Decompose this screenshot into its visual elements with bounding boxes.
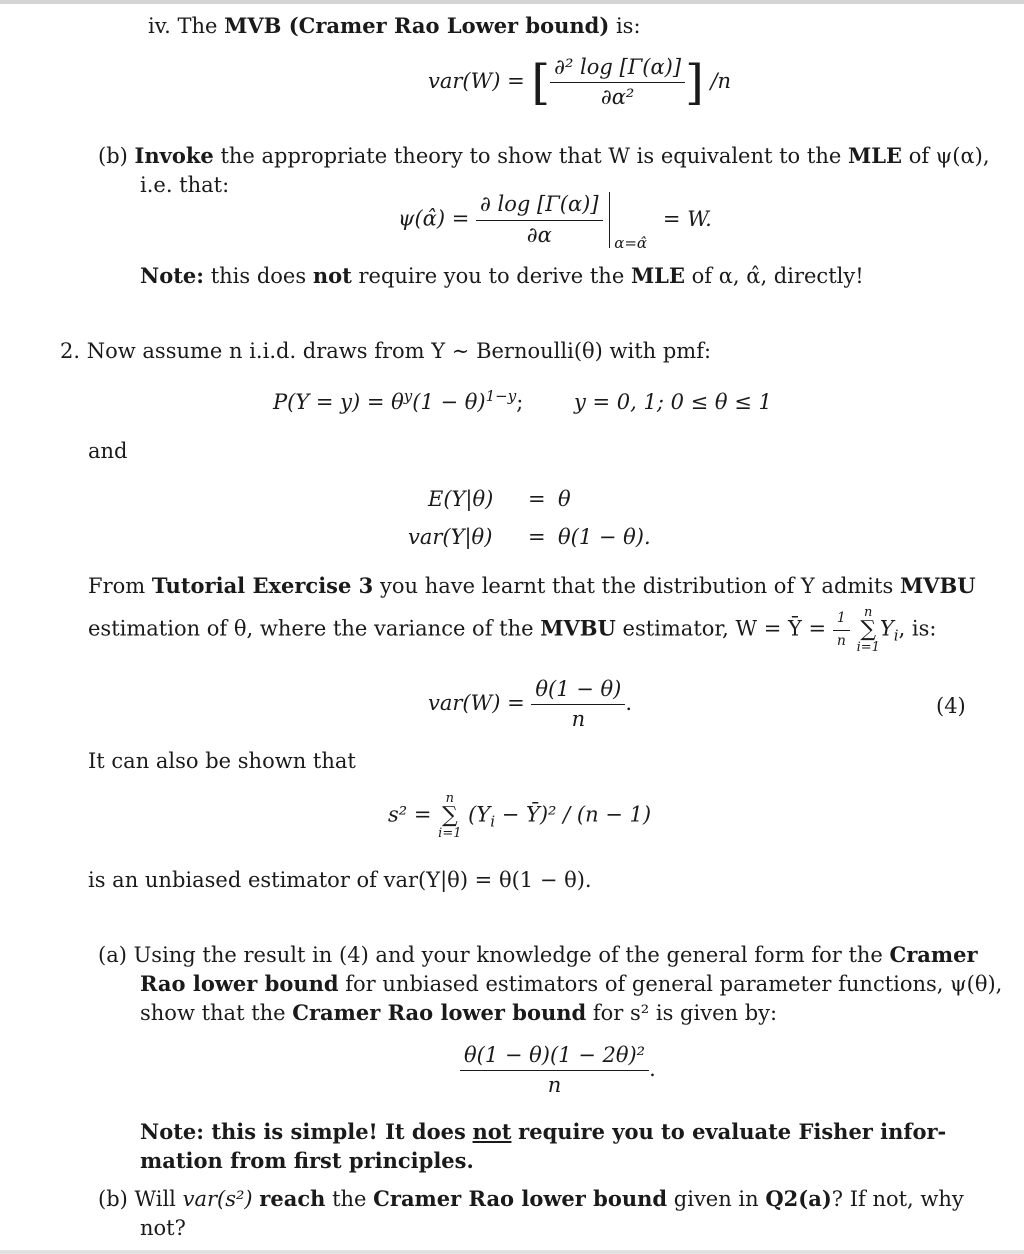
moment-eq-1: =: [528, 487, 546, 511]
equation-var-w: var(W) = $\frac{\theta(1 - \theta)}{n}$ .: [428, 677, 633, 732]
part-1b-line2: i.e. that:: [140, 173, 230, 197]
equation-mvb: var(W) = [ $\frac{\text{∂² log [Γ(α)]}}{\text{∂α²}}$ ] /n: [428, 54, 732, 111]
equation-crlb: $\frac{\text{θ(1 − θ)(1 − 2θ)²}}{n}$ .: [460, 1044, 656, 1097]
part-2b-line1: (b) Will var(s²) reach the Cramer Rao lower bound given in Q2(a)? If not, why: [98, 1186, 964, 1211]
part-2a-line1: (a) Using the result in (4) and your knowledge of the general form for the Cramer: [98, 942, 978, 967]
equation-psi: ψ(α̂) = $\frac{\partial \log [\Gamma(\alpha)]}{\partial\alpha}$ α=α̂ = W.: [398, 192, 712, 252]
moment-label-2: var(Y|θ): [408, 525, 493, 549]
moment-label-1: E(Y|θ): [428, 487, 494, 511]
equation-number-4: (4): [936, 694, 966, 718]
equation-s2: s² = n ∑ i=1 ($Y_i$ − Ȳ)² / (n − 1): [388, 791, 652, 841]
tutorial-line1: From Tutorial Exercise 3 you have learnt that the distribution of Y admits MVBU: [88, 573, 976, 598]
part-2a-line3: show that the Cramer Rao lower bound for s² is given by:: [140, 1000, 778, 1025]
tutorial-line2: estimation of θ, where the variance of the MVBU estimator, W = Ȳ = $\frac{1}{n}$ n ∑ i=1 $Y_i$, is:: [88, 605, 937, 655]
unbiased-text: is an unbiased estimator of var(Y|θ) = θ(1 − θ).: [88, 868, 592, 892]
part-2a-line2: Rao lower bound for unbiased estimators of general parameter functions, ψ(θ),: [140, 971, 1003, 996]
item-iv-heading: iv. The MVB (Cramer Rao Lower bound) is:: [148, 13, 641, 38]
moment-value-2: θ(1 − θ).: [558, 525, 651, 549]
moment-value-1: θ: [558, 487, 571, 511]
note-1: Note: this does not require you to derive the MLE of α, α̂, directly!: [140, 263, 864, 288]
question-2-intro: 2. Now assume n i.i.d. draws from Y ∼ Bernoulli(θ) with pmf:: [60, 339, 712, 363]
bottom-border: [0, 1250, 1024, 1254]
part-1b-line1: (b) Invoke the appropriate theory to show that W is equivalent to the MLE of ψ(α),: [98, 143, 990, 168]
note-2-line1: Note: this is simple! It does not require you to evaluate Fisher infor-: [140, 1119, 947, 1144]
top-border: [0, 0, 1024, 4]
equation-pmf: $P(Y = y) = \theta^y(1 - \theta)^{1-y}$; y = 0, 1; 0 ≤ θ ≤ 1: [273, 387, 772, 414]
note-2-line2: mation from first principles.: [140, 1148, 474, 1173]
moment-eq-2: =: [528, 525, 546, 549]
part-2b-line2: not?: [140, 1216, 186, 1240]
and-text: and: [88, 439, 128, 463]
also-shown-text: It can also be shown that: [88, 749, 356, 773]
